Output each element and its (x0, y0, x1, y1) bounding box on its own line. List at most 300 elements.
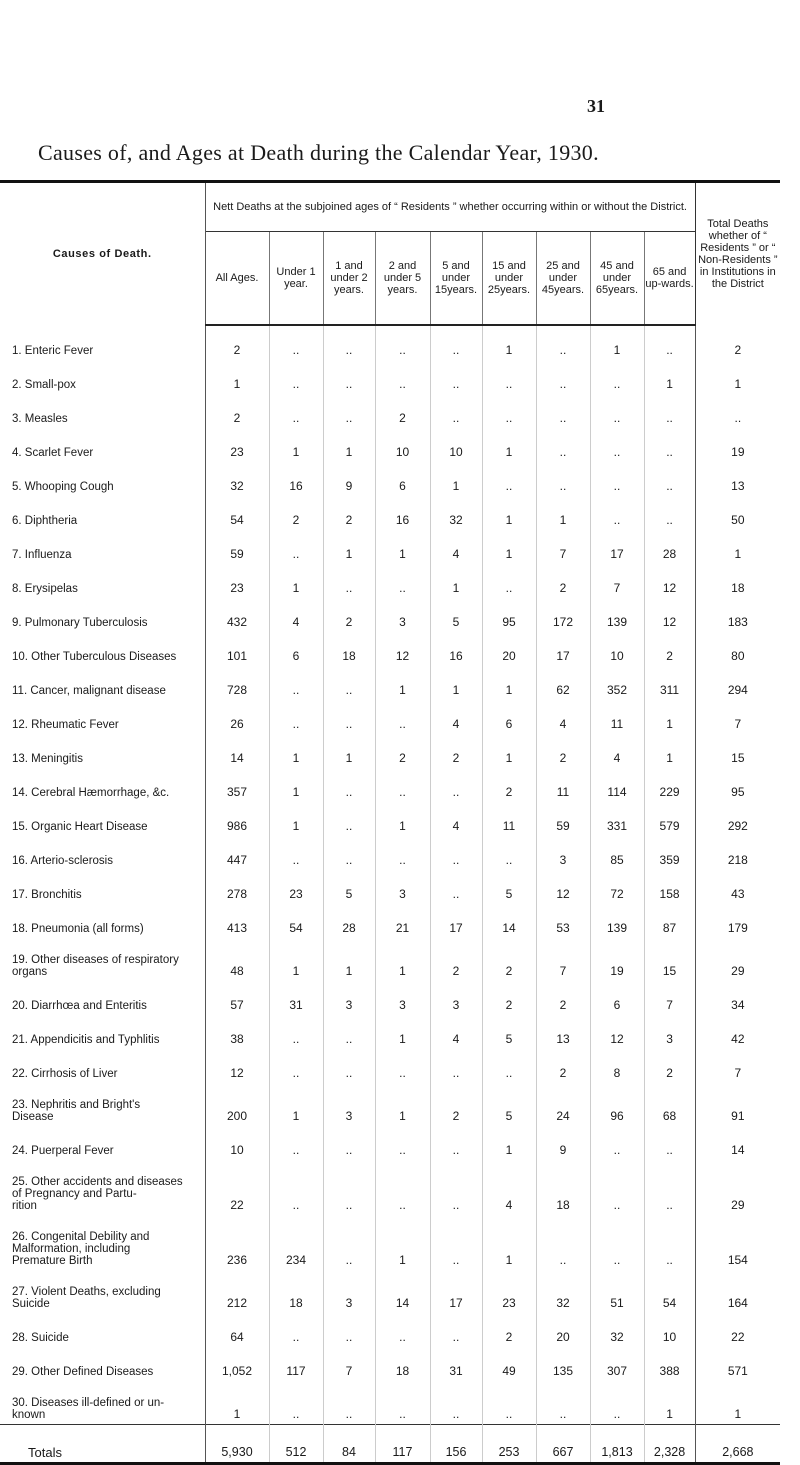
cell-total: 1 (695, 1381, 780, 1425)
cell-value: 32 (230, 479, 244, 493)
cell-value: 1 (233, 1407, 241, 1421)
cause-label: 6. Diphtheria (12, 515, 78, 527)
cell-value: 307 (590, 1347, 644, 1381)
table-row (0, 802, 780, 836)
cell-value: .. (375, 325, 430, 360)
cell-value: .. (323, 360, 375, 394)
cell-value: 85 (590, 836, 644, 870)
cell-value: .. (375, 564, 430, 598)
cell-value: 1 (375, 1015, 430, 1049)
cell-value: 14 (482, 904, 536, 938)
cell-value: .. (430, 1381, 482, 1425)
cell-value: 3 (375, 870, 430, 904)
cell-value: 3 (430, 981, 482, 1015)
cell-value: 117 (269, 1347, 323, 1381)
table-row (0, 904, 780, 938)
cell-value: 4 (590, 734, 644, 768)
table-row (0, 598, 780, 632)
cell-value: .. (323, 564, 375, 598)
cell-value: 59 (536, 802, 590, 836)
cell-value: 512 (269, 1425, 323, 1464)
cell-value: 23 (269, 870, 323, 904)
cell-value: 68 (644, 1083, 695, 1126)
cell-value: 158 (644, 870, 695, 904)
cell-value: 1,052 (221, 1364, 253, 1378)
cell-value: .. (323, 1049, 375, 1083)
cell-value: 5 (430, 598, 482, 632)
cell-value: .. (644, 462, 695, 496)
cell-value: 2 (482, 1313, 536, 1347)
age-column-header: 2 and under 5 years. (375, 232, 430, 326)
cell-value: .. (536, 394, 590, 428)
cell-value: 7 (323, 1347, 375, 1381)
cell-value: .. (536, 360, 590, 394)
cell-value: 5 (482, 1015, 536, 1049)
cell-value: 3 (323, 981, 375, 1015)
age-column-header: 45 and under 65years. (590, 232, 644, 326)
cell-value: 9 (536, 1126, 590, 1160)
cell-value: .. (482, 564, 536, 598)
cell-value: 1 (644, 360, 695, 394)
cell-value: .. (482, 462, 536, 496)
cell-total: 7 (695, 700, 780, 734)
table-row (0, 1313, 780, 1347)
cell-value: 1 (482, 1215, 536, 1270)
cell-value: .. (590, 1215, 644, 1270)
cell-total: 294 (695, 666, 780, 700)
cell-value: .. (482, 1049, 536, 1083)
cell-total: 2 (695, 325, 780, 360)
cell-value: .. (323, 1160, 375, 1215)
cause-label: 30. Diseases ill-defined or un- known (12, 1397, 165, 1421)
cell-value: .. (644, 1126, 695, 1160)
cell-value: 8 (590, 1049, 644, 1083)
table-row (0, 870, 780, 904)
cell-value: 54 (230, 513, 244, 527)
cell-value: .. (269, 1160, 323, 1215)
cause-label: 25. Other accidents and diseases of Pregnancy and Partu- rition (12, 1176, 183, 1212)
cell-value: .. (590, 1126, 644, 1160)
cell-value: 5,930 (205, 1425, 269, 1464)
cell-value: 2 (430, 1083, 482, 1126)
cell-value: 2 (375, 734, 430, 768)
cell-value: 229 (644, 768, 695, 802)
cell-total: 164 (695, 1270, 780, 1313)
cell-total: 571 (695, 1347, 780, 1381)
cell-value: .. (430, 870, 482, 904)
cell-value: 2 (375, 394, 430, 428)
age-column-header: 25 and under 45years. (536, 232, 590, 326)
cell-value: 2 (482, 938, 536, 981)
table-row (0, 428, 780, 462)
cell-value: 10 (375, 428, 430, 462)
cell-value: .. (430, 1126, 482, 1160)
table-row (0, 1270, 780, 1313)
cell-value: 14 (230, 751, 244, 765)
cell-value: 51 (590, 1270, 644, 1313)
cell-value: 12 (590, 1015, 644, 1049)
cell-value: 10 (430, 428, 482, 462)
table-row (0, 1015, 780, 1049)
cell-value: 2 (536, 564, 590, 598)
cause-label: 13. Meningitis (12, 753, 83, 765)
cell-value: 4 (482, 1160, 536, 1215)
cell-value: 1 (430, 462, 482, 496)
cell-value: .. (536, 325, 590, 360)
cell-value: .. (375, 700, 430, 734)
cell-value: 5 (482, 1083, 536, 1126)
cell-value: 1 (323, 530, 375, 564)
cell-value: 7 (590, 564, 644, 598)
cell-value: 2 (233, 343, 241, 357)
cause-label: 7. Influenza (12, 549, 72, 561)
cell-value: 1 (482, 496, 536, 530)
table-row (0, 394, 780, 428)
cell-value: .. (430, 1313, 482, 1347)
table-row (0, 462, 780, 496)
cell-value: 728 (226, 683, 248, 697)
cell-value: .. (323, 802, 375, 836)
cell-total: 19 (695, 428, 780, 462)
cell-total: 1 (695, 530, 780, 564)
cause-label: 14. Cerebral Hæmorrhage, &c. (12, 787, 170, 799)
cause-label: 3. Measles (12, 413, 68, 425)
cell-value: .. (375, 768, 430, 802)
cell-value: .. (269, 1381, 323, 1425)
cell-value: 62 (536, 666, 590, 700)
cell-value: 9 (323, 462, 375, 496)
cell-value: 359 (644, 836, 695, 870)
cell-value: 32 (590, 1313, 644, 1347)
cell-value: 59 (230, 547, 244, 561)
cell-value: .. (644, 1160, 695, 1215)
cell-value: 1 (482, 325, 536, 360)
table-row (0, 564, 780, 598)
cell-value: 352 (590, 666, 644, 700)
cause-label: 5. Whooping Cough (12, 481, 114, 493)
cell-value: 16 (269, 462, 323, 496)
table-row (0, 1215, 780, 1270)
cell-value: 20 (482, 632, 536, 666)
cell-value: .. (536, 428, 590, 462)
cell-value: 3 (644, 1015, 695, 1049)
cell-value: 6 (482, 700, 536, 734)
cell-value: 1 (375, 530, 430, 564)
nett-deaths-header: Nett Deaths at the subjoined ages of “ Residents ” whether occurring within or without the District. (205, 182, 695, 232)
cell-value: 57 (230, 998, 244, 1012)
cell-value: 13 (536, 1015, 590, 1049)
cell-value: 21 (375, 904, 430, 938)
cell-value: 64 (230, 1330, 244, 1344)
cause-label: 11. Cancer, malignant disease (12, 685, 166, 697)
cell-value: 18 (536, 1160, 590, 1215)
cell-value: 12 (230, 1066, 244, 1080)
cause-label: 23. Nephritis and Bright's Disease (12, 1099, 141, 1123)
table-row (0, 700, 780, 734)
cell-total: 13 (695, 462, 780, 496)
cell-value: 156 (430, 1425, 482, 1464)
cell-value: 17 (430, 904, 482, 938)
cell-value: 1 (590, 325, 644, 360)
cell-value: 7 (644, 981, 695, 1015)
cell-value: 53 (536, 904, 590, 938)
table-row (0, 325, 780, 360)
cell-value: 200 (226, 1109, 248, 1123)
table-row (0, 981, 780, 1015)
cell-value: 2 (536, 981, 590, 1015)
cell-value: 31 (269, 981, 323, 1015)
cell-total: 91 (695, 1083, 780, 1126)
cell-total: 179 (695, 904, 780, 938)
cell-value: 4 (430, 700, 482, 734)
cell-value: 101 (226, 649, 248, 663)
cell-value: .. (323, 394, 375, 428)
cell-value: 11 (482, 802, 536, 836)
cell-value: 7 (536, 938, 590, 981)
cause-label: 27. Violent Deaths, excluding Suicide (12, 1286, 161, 1310)
cell-total: 50 (695, 496, 780, 530)
cell-value: 10 (230, 1143, 244, 1157)
cell-value: 5 (323, 870, 375, 904)
cell-value: 236 (226, 1253, 248, 1267)
cell-value: 28 (323, 904, 375, 938)
cell-value: 1,813 (590, 1425, 644, 1464)
cell-value: .. (375, 1126, 430, 1160)
cell-value: .. (375, 1381, 430, 1425)
cell-value: .. (536, 1215, 590, 1270)
cell-value: 1 (269, 428, 323, 462)
cell-value: 2 (482, 768, 536, 802)
cell-value: 2 (536, 734, 590, 768)
cell-value: 413 (226, 921, 248, 935)
cause-label: 1. Enteric Fever (12, 345, 94, 357)
cell-value: 114 (590, 768, 644, 802)
cell-value: 3 (375, 981, 430, 1015)
table-row (0, 1126, 780, 1160)
cell-value: .. (269, 394, 323, 428)
cell-total: 14 (695, 1126, 780, 1160)
cell-value: .. (590, 462, 644, 496)
cell-value: 18 (323, 632, 375, 666)
cell-value: .. (590, 1381, 644, 1425)
cause-label: 17. Bronchitis (12, 889, 82, 901)
cell-value: .. (644, 1215, 695, 1270)
cell-total: 80 (695, 632, 780, 666)
cell-value: 2 (269, 496, 323, 530)
cell-value: 54 (269, 904, 323, 938)
cell-value: 3 (536, 836, 590, 870)
cell-value: 1 (482, 734, 536, 768)
cell-value: 4 (269, 598, 323, 632)
causes-header: Causes of Death. (0, 182, 205, 326)
cell-value: .. (375, 1160, 430, 1215)
cell-value: 15 (644, 938, 695, 981)
cell-value: 12 (644, 598, 695, 632)
cell-value: .. (323, 1381, 375, 1425)
cell-value: 96 (590, 1083, 644, 1126)
cell-value: 3 (323, 1083, 375, 1126)
cell-value: 1 (644, 1381, 695, 1425)
totals-label: Totals (28, 1445, 62, 1460)
cell-value: 5 (482, 870, 536, 904)
cell-value: .. (323, 1313, 375, 1347)
cell-value: 1 (375, 802, 430, 836)
cell-value: 26 (230, 717, 244, 731)
table-row (0, 496, 780, 530)
cell-value: 1 (269, 802, 323, 836)
cell-value: 667 (536, 1425, 590, 1464)
cell-value: 22 (230, 1198, 244, 1212)
cell-value: 10 (644, 1313, 695, 1347)
cell-value: 4 (430, 1015, 482, 1049)
cause-label: 28. Suicide (12, 1332, 69, 1344)
cell-value: .. (430, 360, 482, 394)
cell-value: .. (430, 836, 482, 870)
cell-value: 135 (536, 1347, 590, 1381)
cause-label: 26. Congenital Debility and Malformation, including Premature Birth (12, 1231, 150, 1267)
cell-total: 183 (695, 598, 780, 632)
cell-value: 2 (233, 411, 241, 425)
cell-value: 1 (269, 938, 323, 981)
cell-total: 154 (695, 1215, 780, 1270)
cell-value: 117 (375, 1425, 430, 1464)
cell-value: 16 (375, 496, 430, 530)
cell-value: .. (323, 700, 375, 734)
cell-value: 32 (430, 496, 482, 530)
cell-value: .. (323, 836, 375, 870)
cell-value: .. (590, 360, 644, 394)
totals-row (0, 1425, 780, 1464)
cell-value: .. (644, 496, 695, 530)
cell-value: .. (323, 325, 375, 360)
cell-value: 72 (590, 870, 644, 904)
cell-value: 95 (482, 598, 536, 632)
cell-value: 6 (269, 632, 323, 666)
cell-value: .. (482, 836, 536, 870)
cell-value: 1 (644, 700, 695, 734)
cell-value: 1 (323, 734, 375, 768)
cause-label: 12. Rheumatic Fever (12, 719, 119, 731)
cell-value: 18 (375, 1347, 430, 1381)
age-column-header: 15 and under 25years. (482, 232, 536, 326)
cell-value: .. (590, 428, 644, 462)
cell-value: 16 (430, 632, 482, 666)
cell-total: 22 (695, 1313, 780, 1347)
page-number: 31 (587, 96, 605, 116)
age-column-header: 5 and under 15years. (430, 232, 482, 326)
cell-value: 432 (226, 615, 248, 629)
cell-value: .. (590, 1160, 644, 1215)
cell-value: 1 (482, 666, 536, 700)
cause-label: 21. Appendicitis and Typhlitis (12, 1034, 160, 1046)
cell-value: 1 (269, 564, 323, 598)
cell-value: 38 (230, 1032, 244, 1046)
cell-value: 1 (233, 377, 241, 391)
cell-value: 12 (536, 870, 590, 904)
cell-value: .. (590, 496, 644, 530)
cell-value: .. (430, 768, 482, 802)
cell-value: 2,328 (644, 1425, 695, 1464)
cell-total: 34 (695, 981, 780, 1015)
cell-value: 1 (269, 1083, 323, 1126)
cell-value: 1 (482, 530, 536, 564)
cell-value: 1 (323, 938, 375, 981)
page-heading: Causes of, and Ages at Death during the Calendar Year, 1930. (38, 140, 599, 165)
cell-value: 2 (323, 598, 375, 632)
cell-value: 1 (644, 734, 695, 768)
cell-value: 447 (226, 853, 248, 867)
cell-value: 54 (644, 1270, 695, 1313)
cell-value: 2 (482, 981, 536, 1015)
cell-value: 48 (230, 964, 244, 978)
cell-value: .. (430, 1049, 482, 1083)
cause-label: 4. Scarlet Fever (12, 447, 94, 459)
cell-value: .. (269, 666, 323, 700)
cell-value: 11 (590, 700, 644, 734)
cell-value: .. (323, 1126, 375, 1160)
cell-total: .. (695, 394, 780, 428)
table-row (0, 360, 780, 394)
cell-value: 139 (590, 598, 644, 632)
table-row (0, 938, 780, 981)
cell-value: .. (430, 394, 482, 428)
cell-value: .. (323, 1215, 375, 1270)
cell-total: 29 (695, 938, 780, 981)
cell-total: 18 (695, 564, 780, 598)
cell-value: 31 (430, 1347, 482, 1381)
cell-value: 139 (590, 904, 644, 938)
cell-value: 17 (590, 530, 644, 564)
age-column-header: 1 and under 2 years. (323, 232, 375, 326)
cause-label: 29. Other Defined Diseases (12, 1366, 154, 1378)
cell-value: 579 (644, 802, 695, 836)
table-row (0, 632, 780, 666)
causes-of-death-table (0, 180, 780, 1465)
cell-value: 12 (375, 632, 430, 666)
cell-value: 4 (536, 700, 590, 734)
cell-value: .. (590, 394, 644, 428)
cell-value: 7 (536, 530, 590, 564)
cell-value: .. (482, 1381, 536, 1425)
age-column-header: 65 and up-wards. (644, 232, 695, 326)
cell-value: 2 (430, 734, 482, 768)
cell-value: .. (375, 360, 430, 394)
cell-value: 6 (590, 981, 644, 1015)
cell-value: 331 (590, 802, 644, 836)
cell-value: 2 (323, 496, 375, 530)
table-row (0, 666, 780, 700)
cell-value: .. (269, 836, 323, 870)
cell-value: .. (323, 768, 375, 802)
cell-value: 212 (226, 1296, 248, 1310)
cell-value: .. (430, 325, 482, 360)
cell-value: 253 (482, 1425, 536, 1464)
cell-value: 1 (323, 428, 375, 462)
cell-value: 2 (536, 1049, 590, 1083)
cell-value: 18 (269, 1270, 323, 1313)
cell-value: 234 (269, 1215, 323, 1270)
cause-label: 8. Erysipelas (12, 583, 78, 595)
cell-value: .. (269, 1313, 323, 1347)
cell-value: .. (269, 1049, 323, 1083)
cause-label: 2. Small-pox (12, 379, 76, 391)
cell-value: 3 (323, 1270, 375, 1313)
cell-value: .. (430, 1160, 482, 1215)
cell-value: 4 (430, 802, 482, 836)
cell-total: 218 (695, 836, 780, 870)
cell-value: .. (536, 1381, 590, 1425)
cell-value: 20 (536, 1313, 590, 1347)
